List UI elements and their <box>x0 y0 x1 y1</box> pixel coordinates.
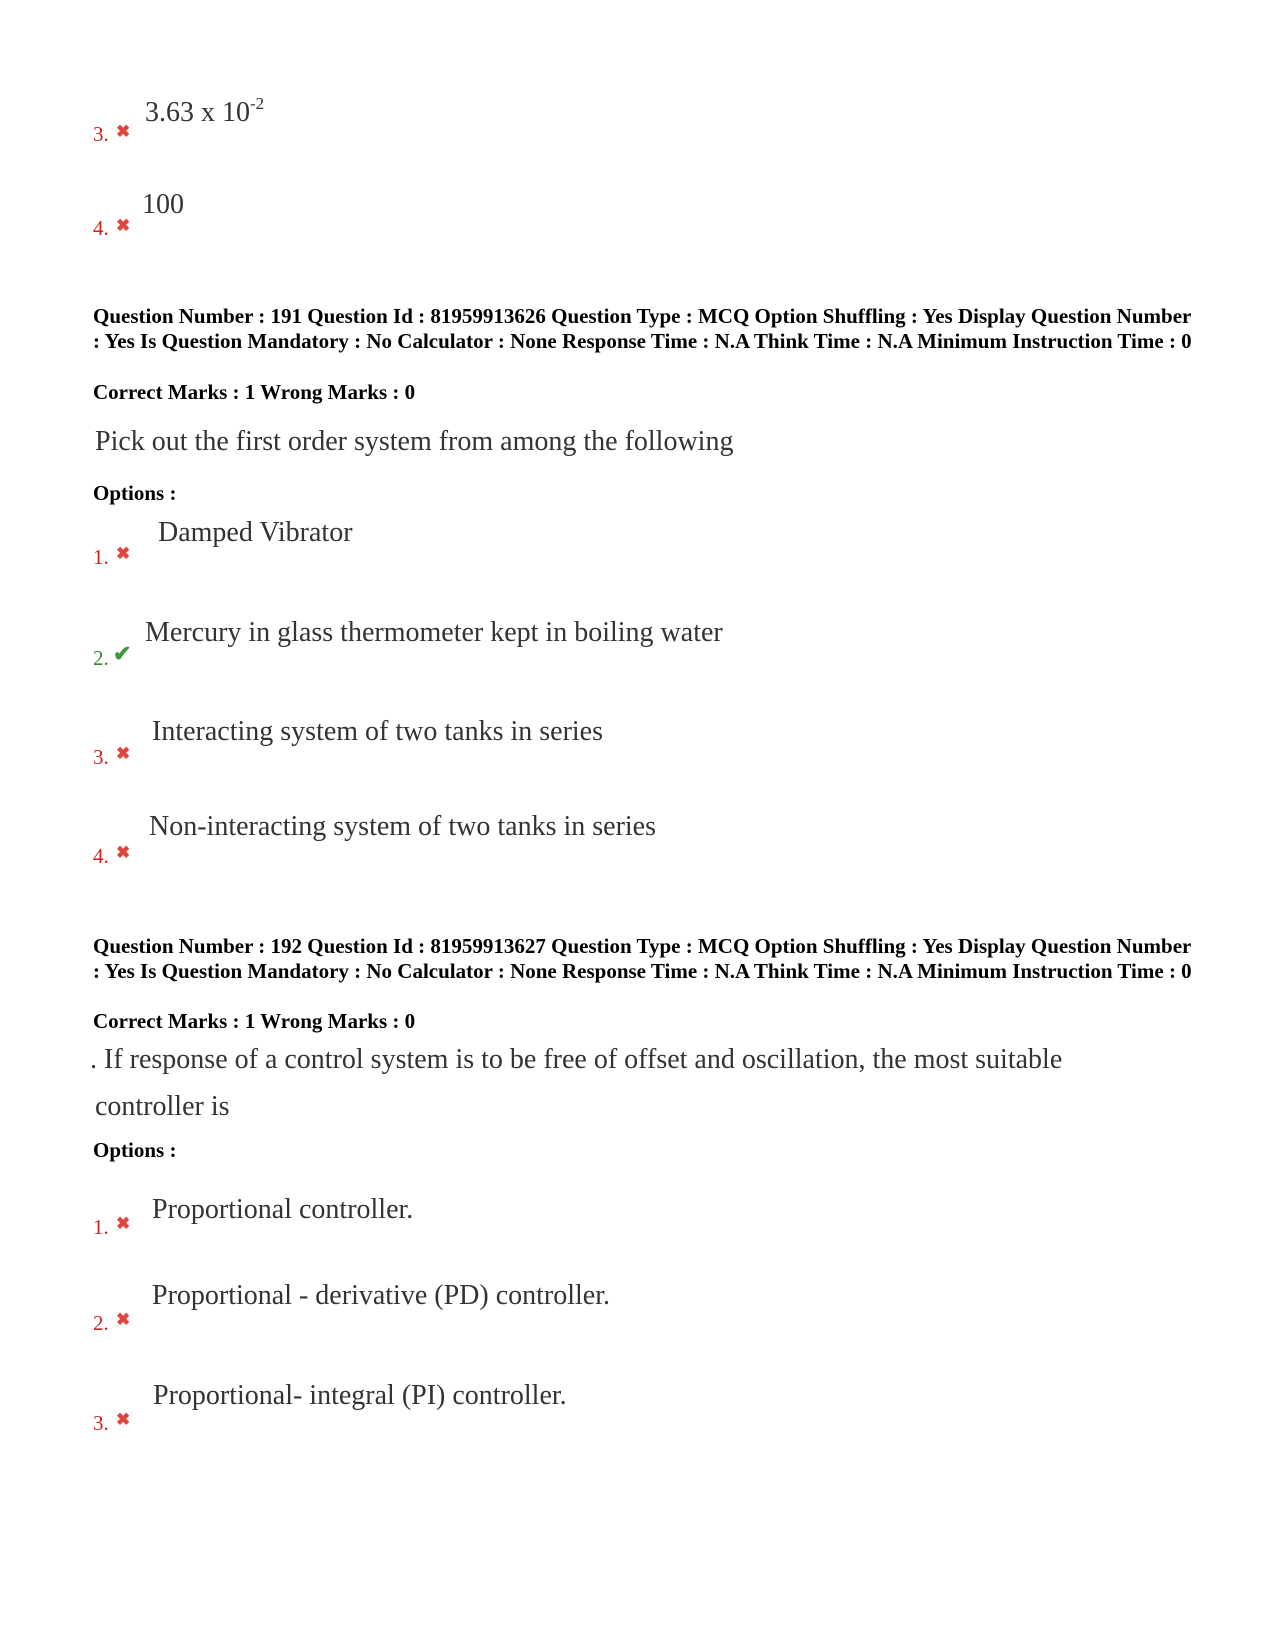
option-text <box>145 94 265 128</box>
question-191-options-label: Options : <box>93 481 177 505</box>
question-191-text: Pick out the first order system from among the following <box>95 426 734 457</box>
option-number: 4. <box>93 216 109 240</box>
option-text: Interacting system of two tanks in series <box>152 716 604 747</box>
option-text: Proportional controller. <box>152 1194 414 1225</box>
cross-icon: ✖ <box>116 544 131 563</box>
option-text: Non-interacting system of two tanks in series <box>149 811 657 842</box>
question-192-text-line1: . If response of a control system is to be free of offset and oscillation, the most suitable <box>90 1044 1063 1075</box>
option-base: 3.63 x 10 <box>145 97 250 128</box>
option-text: Mercury in glass thermometer kept in boiling water <box>145 617 723 648</box>
option-number: 1. <box>93 1215 109 1239</box>
question-192-text-line2: controller is <box>95 1091 230 1122</box>
cross-icon: ✖ <box>116 843 131 862</box>
cross-icon: ✖ <box>116 216 131 235</box>
option-number: 3. <box>93 122 109 146</box>
option-number: 2. <box>93 1311 109 1335</box>
option-number: 2. <box>93 646 109 670</box>
cross-icon: ✖ <box>116 122 131 141</box>
cross-icon: ✖ <box>116 1214 131 1233</box>
question-192-meta: Question Number : 192 Question Id : 81959913627 Question Type : MCQ Option Shuffling : Yes Display Question Number : Yes Is Question Mandatory : No Calculator : None Response Time : N.A Think Time : N.A Minimum Instruction Time : 0 <box>93 934 1192 983</box>
question-191-meta: Question Number : 191 Question Id : 81959913626 Question Type : MCQ Option Shuffling : Yes Display Question Number : Yes Is Question Mandatory : No Calculator : None Response Time : N.A Think Time : N.A Minimum Instruction Time : 0 <box>93 304 1192 353</box>
option-number: 1. <box>93 545 109 569</box>
question-192-marks: Correct Marks : 1 Wrong Marks : 0 <box>93 1009 416 1033</box>
option-text: Proportional- integral (PI) controller. <box>153 1380 567 1411</box>
option-text: Damped Vibrator <box>158 517 353 548</box>
cross-icon: ✖ <box>116 1310 131 1329</box>
cross-icon: ✖ <box>116 744 131 763</box>
question-192-options-label: Options : <box>93 1138 177 1162</box>
check-icon: ✔ <box>113 641 132 666</box>
question-191-marks: Correct Marks : 1 Wrong Marks : 0 <box>93 380 416 404</box>
cross-icon: ✖ <box>116 1410 131 1429</box>
option-text: 100 <box>142 189 184 220</box>
option-number: 3. <box>93 745 109 769</box>
option-number: 4. <box>93 844 109 868</box>
option-exponent: -2 <box>250 94 265 113</box>
option-number: 3. <box>93 1411 109 1435</box>
option-text: Proportional - derivative (PD) controller. <box>152 1280 610 1311</box>
